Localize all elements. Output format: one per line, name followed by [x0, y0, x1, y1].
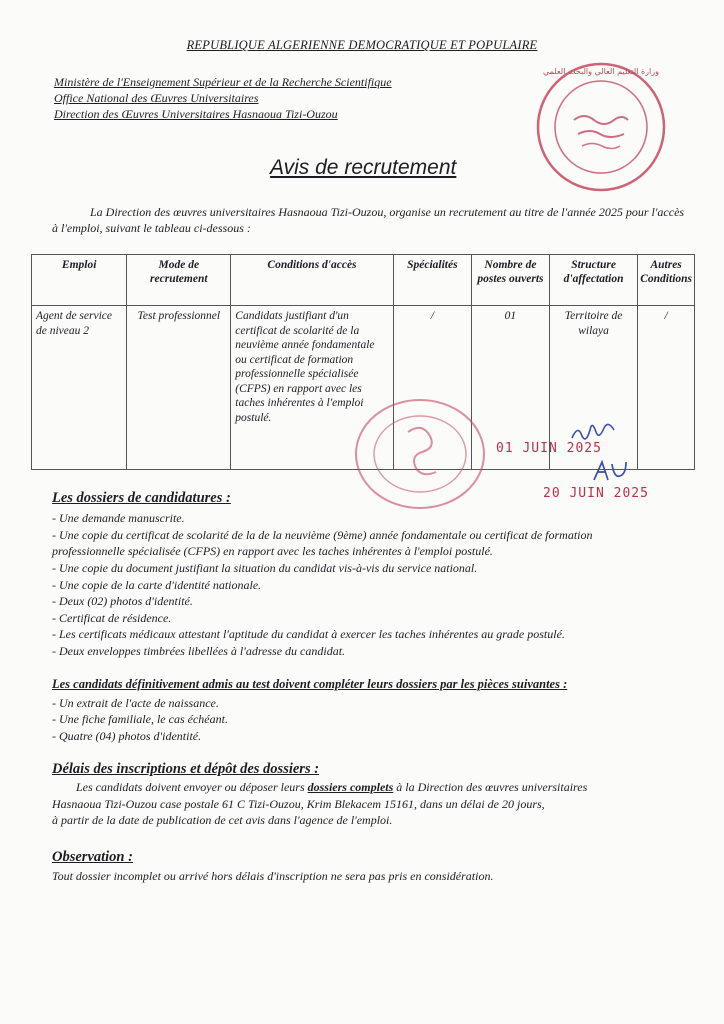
th-mode: Mode de recrutement: [127, 255, 231, 306]
publication-date-stamp: 20 JUIN 2025: [543, 486, 649, 501]
th-postes: Nombre de postes ouverts: [471, 255, 549, 306]
cell-structure: Territoire de wilaya: [549, 306, 637, 470]
list-item: - Une copie du certificat de scolarité de la de la neuvième (9ème) année fondamentale ou certificat de formation: [52, 528, 593, 542]
cell-specialites: /: [393, 306, 471, 470]
delais-text: Les candidats doivent envoyer ou déposer leurs: [76, 780, 308, 794]
list-item: - Une demande manuscrite.: [52, 511, 185, 525]
th-autres: Autres Conditions: [638, 255, 695, 306]
cell-postes: 01: [471, 306, 549, 470]
list-item: - Deux (02) photos d'identité.: [52, 594, 193, 608]
th-structure: Structure d'affectation: [549, 255, 637, 306]
admis-title: Les candidats définitivement admis au test doivent compléter leurs dossiers par les pièces suivantes :: [52, 677, 568, 691]
seal-text: وزارة التعليم العالي والبحث العلمي: [543, 67, 659, 76]
office-line: Office National des Œuvres Universitaires: [54, 91, 259, 105]
list-item: - Certificat de résidence.: [52, 611, 172, 625]
list-item: - Une fiche familiale, le cas échéant.: [52, 712, 228, 726]
signature-2-icon: [590, 456, 634, 486]
delais-text: à la Direction des œuvres universitaires: [393, 780, 588, 794]
list-item: - Quatre (04) photos d'identité.: [52, 729, 202, 743]
intro-paragraph: La Direction des œuvres universitaires Hasnaoua Tizi-Ouzou, organise un recrutement au titre de l'année 2025 pour l'accès à l'emploi, suivant le tableau ci-dessous :: [52, 205, 685, 235]
dossiers-complets-text: dossiers complets: [307, 780, 394, 794]
observation-text: Tout dossier incomplet ou arrivé hors délais d'inscription ne sera pas pris en considération.: [52, 869, 494, 883]
list-item: professionnelle spécialisée (CFPS) en rapport avec les taches inhérentes à l'emploi postulé.: [52, 544, 493, 558]
list-item: - Une copie du document justifiant la situation du candidat vis-à-vis du service national.: [52, 561, 478, 575]
cell-emploi: Agent de service de niveau 2: [32, 306, 127, 470]
delais-line-2: Hasnaoua Tizi-Ouzou case postale 61 C Tizi-Ouzou, Krim Blekacem 15161, dans un délai de 20 jours,: [52, 797, 545, 811]
list-item: - Une copie de la carte d'identité nationale.: [52, 578, 262, 592]
observation-title: Observation :: [52, 849, 133, 865]
delais-line-3: à partir de la date de publication de cet avis dans l'agence de l'emploi.: [52, 813, 393, 827]
received-date-stamp: 01 JUIN 2025: [496, 441, 602, 456]
official-seal-icon: [532, 58, 670, 196]
signature-1-icon: [568, 412, 618, 446]
list-item: - Deux enveloppes timbrées libellées à l'adresse du candidat.: [52, 644, 346, 658]
republic-heading: REPUBLIQUE ALGERIENNE DEMOCRATIQUE ET POPULAIRE: [186, 38, 538, 52]
cell-conditions: Candidats justifiant d'un certificat de scolarité de la neuvième année fondamentale ou certificat de formation professionnelle spécialisée (CFPS) en rapport avec les taches inhérentes à l'emploi postulé.: [231, 306, 393, 470]
table-header-row: [32, 255, 695, 306]
delais-title: Délais des inscriptions et dépôt des dossiers :: [52, 761, 320, 777]
list-item: - Les certificats médicaux attestant l'aptitude du candidat à exercer les taches inhérentes au grade postulé.: [52, 627, 565, 641]
th-conditions: Conditions d'accès: [231, 255, 393, 306]
list-item: - Un extrait de l'acte de naissance.: [52, 696, 219, 710]
direction-line: Direction des Œuvres Universitaires Hasnaoua Tizi-Ouzou: [54, 107, 338, 121]
th-specialites: Spécialités: [393, 255, 471, 306]
th-emploi: Emploi: [32, 255, 127, 306]
round-stamp-icon: [350, 394, 490, 514]
page-title: Avis de recrutement: [270, 156, 457, 179]
cell-mode: Test professionnel: [127, 306, 231, 470]
delais-line-1: [76, 779, 587, 796]
cell-autres: /: [638, 306, 695, 470]
dossiers-title: Les dossiers de candidatures :: [52, 490, 231, 506]
ministry-line: Ministère de l'Enseignement Supérieur et de la Recherche Scientifique: [54, 75, 392, 89]
